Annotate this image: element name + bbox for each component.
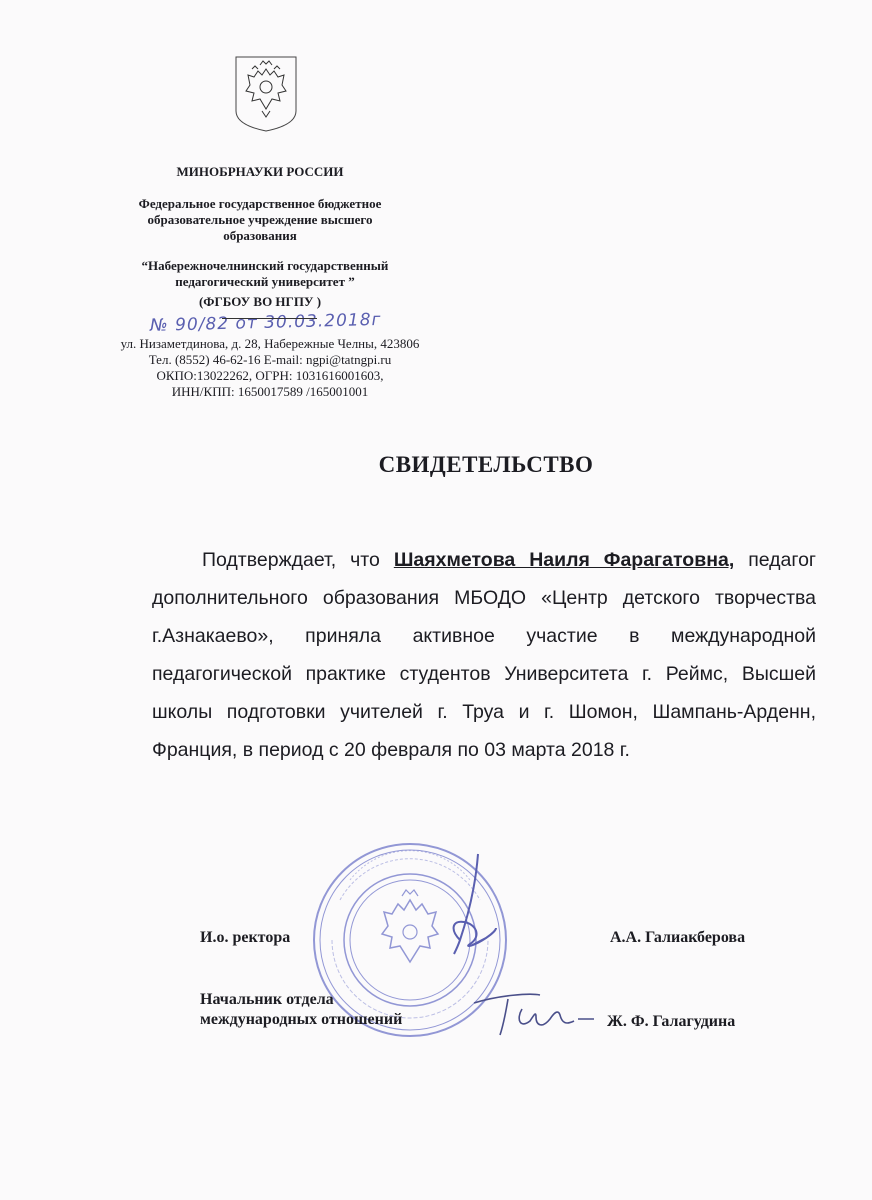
head-title-line: Начальник отдела [200,991,334,1008]
university-contacts [90,336,450,400]
russian-coat-of-arms-icon [232,55,300,133]
inn-kpp-line: ИНН/КПП: 1650017589 /165001001 [171,384,369,399]
address-line: ул. Низаметдинова, д. 28, Набережные Челны, 423806 [120,336,420,351]
univ-line: “Набережночелнинский государственный [141,258,389,273]
rector-title: И.о. ректора [200,929,291,946]
body-lead: Подтверждает, что [202,549,380,571]
okpo-ogrn-line: ОКПО:13022262, ОГРН: 1031616001603, [156,368,384,383]
certificate-body [152,541,816,769]
rector-name: А.А. Галиакберова [610,929,746,946]
org-line: образовательное учреждение высшего [147,212,373,227]
number-underline [222,318,317,319]
head-title-line: международных отношений [200,1011,403,1028]
univ-line: педагогический университет ” [175,274,355,289]
head-signature-icon [470,985,595,1040]
university-name [95,258,435,290]
ministry-name: МИНОБРНАУКИ РОССИИ [176,164,344,179]
outgoing-number-handwritten: № 90/82 от 30.03.2018г [149,309,382,336]
org-line: образования [223,228,297,243]
recipient-name: Шаяхметова Наиля Фарагатовна, [393,549,735,571]
head-name: Ж. Ф. Галагудина [607,1013,736,1030]
university-abbreviation: (ФГБОУ ВО НГПУ ) [198,294,322,309]
document-title: СВИДЕТЕЛЬСТВО [378,452,594,477]
head-title [200,990,402,1030]
body-rest: педагог дополнительного образования МБОДО «Центр детского творчества г.Азнакаево», приняла активное участие в международной педагогической практике студентов Университета г. Реймс, Высшей школы подготовки учителей г. Труа и г. Шомон, Шампань-Арденн, Франция, в период с 20 февраля по 03 марта 2018 г. [152,549,817,761]
org-name [110,196,410,244]
phone-email-line: Тел. (8552) 46-62-16 E-mail: ngpi@tatngpi.ru [148,352,392,367]
org-line: Федеральное государственное бюджетное [138,196,382,211]
rector-signature-icon [430,850,500,960]
